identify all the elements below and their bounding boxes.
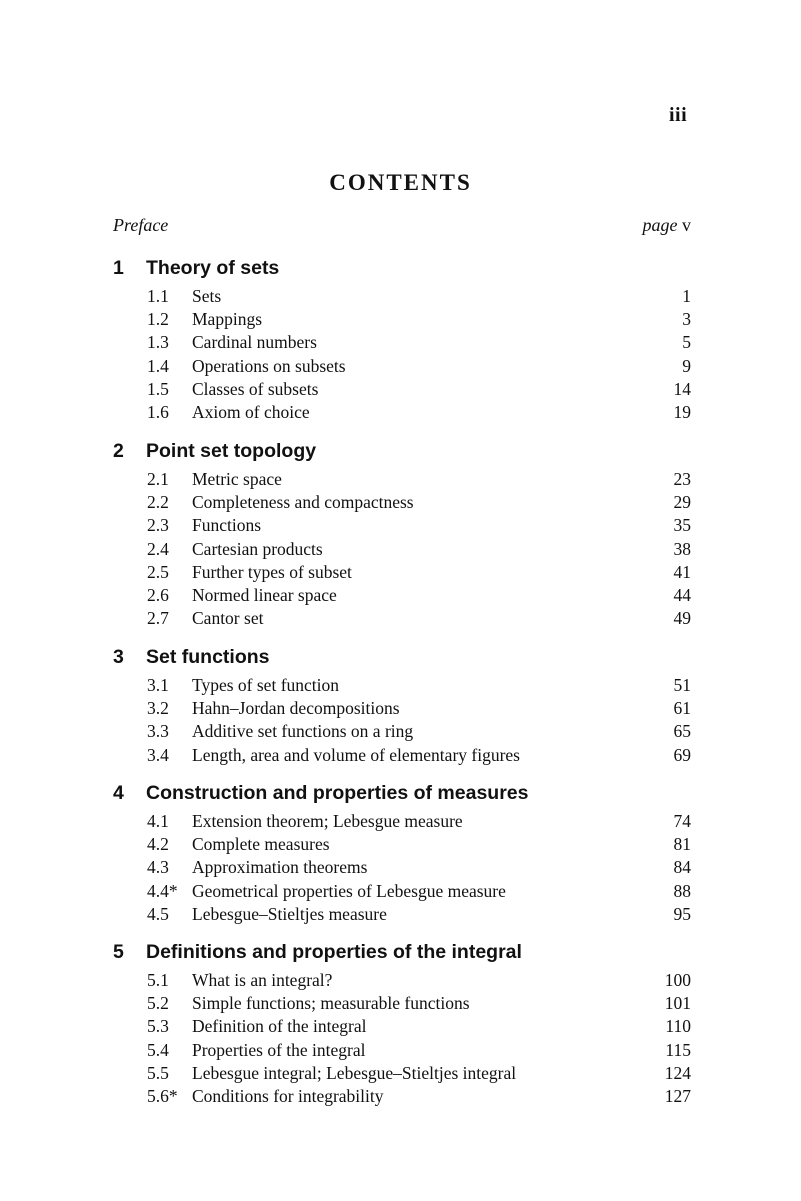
section-page: 19 xyxy=(673,401,691,422)
preface-page xyxy=(643,215,692,236)
section-title: Mappings xyxy=(192,309,262,330)
section-title: Geometrical properties of Lebesgue measure xyxy=(192,880,506,901)
section-page: 88 xyxy=(673,880,691,901)
section-title: Cardinal numbers xyxy=(192,332,317,353)
chapter-number: 2 xyxy=(113,440,124,462)
section-page: 95 xyxy=(673,903,691,924)
section-title: Lebesgue integral; Lebesgue–Stieltjes integral xyxy=(192,1062,517,1083)
section-number: 2.3 xyxy=(147,515,169,536)
section-list xyxy=(113,810,691,926)
section-number: 2.6 xyxy=(147,584,169,605)
chapter-2 xyxy=(113,438,691,630)
section-number: 2.5 xyxy=(147,561,169,582)
chapter-heading[interactable] xyxy=(113,939,691,965)
section-number: 4.3 xyxy=(147,857,169,878)
section-title: Normed linear space xyxy=(192,584,337,605)
section-page: 14 xyxy=(673,378,691,399)
section-number: 3.4 xyxy=(147,744,169,765)
section-entry[interactable] xyxy=(113,308,691,331)
chapter-heading[interactable] xyxy=(113,644,691,670)
section-page: 29 xyxy=(673,492,691,513)
section-entry[interactable] xyxy=(113,331,691,354)
section-entry[interactable] xyxy=(113,584,691,607)
section-entry[interactable] xyxy=(113,1062,691,1085)
section-page: 51 xyxy=(673,675,691,695)
section-entry[interactable] xyxy=(113,355,691,378)
section-entry[interactable] xyxy=(113,744,691,767)
section-title: Cantor set xyxy=(192,608,264,629)
section-page: 100 xyxy=(664,970,691,990)
section-number: 1.6 xyxy=(147,401,169,422)
section-number: 5.4 xyxy=(147,1039,169,1060)
section-list xyxy=(113,674,691,767)
section-page: 38 xyxy=(673,538,691,559)
section-entry[interactable] xyxy=(113,401,691,424)
section-number: 4.5 xyxy=(147,903,169,924)
chapter-title: Set functions xyxy=(146,646,270,668)
section-title: Sets xyxy=(192,286,222,306)
section-entry[interactable] xyxy=(113,720,691,743)
section-title: Functions xyxy=(192,515,262,536)
section-number: 3.3 xyxy=(147,721,169,742)
section-title: Complete measures xyxy=(192,834,330,855)
section-page: 84 xyxy=(673,857,691,878)
chapter-3 xyxy=(113,644,691,767)
section-entry[interactable] xyxy=(113,561,691,584)
section-page: 49 xyxy=(673,608,691,629)
section-entry[interactable] xyxy=(113,514,691,537)
preface-page-number: v xyxy=(682,215,691,235)
section-number: 1.2 xyxy=(147,309,169,330)
section-title: Axiom of choice xyxy=(192,401,310,422)
section-title: Classes of subsets xyxy=(192,378,319,399)
preface-label: Preface xyxy=(113,215,169,235)
section-entry[interactable] xyxy=(113,856,691,879)
section-page: 1 xyxy=(682,286,691,306)
page-title: CONTENTS xyxy=(329,170,472,195)
section-entry[interactable] xyxy=(113,378,691,401)
chapter-number: 4 xyxy=(113,782,124,804)
section-entry[interactable] xyxy=(113,538,691,561)
section-list xyxy=(113,468,691,630)
page-number: iii xyxy=(669,104,688,126)
section-page: 127 xyxy=(664,1085,691,1106)
section-entry[interactable] xyxy=(113,697,691,720)
section-title: Properties of the integral xyxy=(192,1039,366,1060)
section-title: Types of set function xyxy=(192,675,340,695)
section-title: Completeness and compactness xyxy=(192,492,414,513)
section-page: 23 xyxy=(673,469,691,489)
section-number: 5.2 xyxy=(147,993,169,1014)
section-number: 3.1 xyxy=(147,675,169,695)
section-title: Simple functions; measurable functions xyxy=(192,993,470,1014)
section-entry[interactable] xyxy=(113,468,691,491)
section-number: 1.4 xyxy=(147,355,169,376)
section-number: 4.1 xyxy=(147,811,169,831)
section-entry[interactable] xyxy=(113,1015,691,1038)
section-title: Hahn–Jordan decompositions xyxy=(192,698,400,719)
preface-entry[interactable] xyxy=(113,215,691,236)
chapter-5 xyxy=(113,939,691,1108)
section-page: 41 xyxy=(673,561,691,582)
section-list xyxy=(113,285,691,424)
section-number: 1.5 xyxy=(147,378,169,399)
section-number: 5.3 xyxy=(147,1016,169,1037)
section-page: 81 xyxy=(673,834,691,855)
section-title: Further types of subset xyxy=(192,561,352,582)
section-number: 5.6* xyxy=(147,1085,178,1106)
section-entry[interactable] xyxy=(113,833,691,856)
section-title: Conditions for integrability xyxy=(192,1085,384,1106)
section-entry[interactable] xyxy=(113,491,691,514)
section-page: 65 xyxy=(673,721,691,742)
section-number: 2.7 xyxy=(147,608,169,629)
section-title: Definition of the integral xyxy=(192,1016,367,1037)
chapter-number: 3 xyxy=(113,646,124,668)
section-page: 9 xyxy=(682,355,691,376)
chapter-title: Definitions and properties of the integral xyxy=(146,941,522,963)
chapter-heading[interactable] xyxy=(113,255,691,281)
section-title: Length, area and volume of elementary figures xyxy=(192,744,520,765)
section-entry[interactable] xyxy=(113,607,691,630)
chapter-heading[interactable] xyxy=(113,780,691,806)
section-title: Lebesgue–Stieltjes measure xyxy=(192,903,387,924)
chapter-4 xyxy=(113,780,691,926)
section-page: 69 xyxy=(673,744,691,765)
section-number: 1.1 xyxy=(147,286,169,306)
section-number: 3.2 xyxy=(147,698,169,719)
section-page: 3 xyxy=(682,309,691,330)
section-page: 74 xyxy=(673,811,691,831)
section-entry[interactable] xyxy=(113,285,691,308)
section-entry[interactable] xyxy=(113,810,691,833)
chapter-number: 1 xyxy=(113,257,124,279)
section-entry[interactable] xyxy=(113,674,691,697)
section-title: Approximation theorems xyxy=(192,857,368,878)
section-page: 110 xyxy=(665,1016,691,1037)
section-title: Extension theorem; Lebesgue measure xyxy=(192,811,463,831)
chapter-title: Theory of sets xyxy=(146,257,280,279)
section-list xyxy=(113,969,691,1108)
page-word: page xyxy=(642,215,678,235)
section-title: Cartesian products xyxy=(192,538,323,559)
section-page: 61 xyxy=(673,698,691,719)
section-title: Additive set functions on a ring xyxy=(192,721,414,742)
section-number: 2.4 xyxy=(147,538,169,559)
section-title: What is an integral? xyxy=(192,970,333,990)
section-number: 5.1 xyxy=(147,970,169,990)
section-title: Operations on subsets xyxy=(192,355,346,376)
section-entry[interactable] xyxy=(113,1085,691,1108)
section-entry[interactable] xyxy=(113,992,691,1015)
section-entry[interactable] xyxy=(113,969,691,992)
chapter-1 xyxy=(113,255,691,424)
section-entry[interactable] xyxy=(113,903,691,926)
section-number: 2.2 xyxy=(147,492,169,513)
section-entry[interactable] xyxy=(113,880,691,903)
section-page: 115 xyxy=(665,1039,691,1060)
chapter-title: Construction and properties of measures xyxy=(146,782,529,804)
section-number: 5.5 xyxy=(147,1062,169,1083)
section-number: 2.1 xyxy=(147,469,169,489)
section-number: 4.2 xyxy=(147,834,169,855)
section-entry[interactable] xyxy=(113,1039,691,1062)
section-page: 124 xyxy=(664,1062,691,1083)
section-number: 1.3 xyxy=(147,332,169,353)
section-page: 44 xyxy=(673,584,691,605)
section-page: 5 xyxy=(682,332,691,353)
chapter-title: Point set topology xyxy=(146,440,317,462)
section-title: Metric space xyxy=(192,469,282,489)
section-page: 101 xyxy=(664,993,691,1014)
section-page: 35 xyxy=(673,515,691,536)
chapter-number: 5 xyxy=(113,941,124,963)
chapter-heading[interactable] xyxy=(113,438,691,464)
section-number: 4.4* xyxy=(147,880,178,901)
